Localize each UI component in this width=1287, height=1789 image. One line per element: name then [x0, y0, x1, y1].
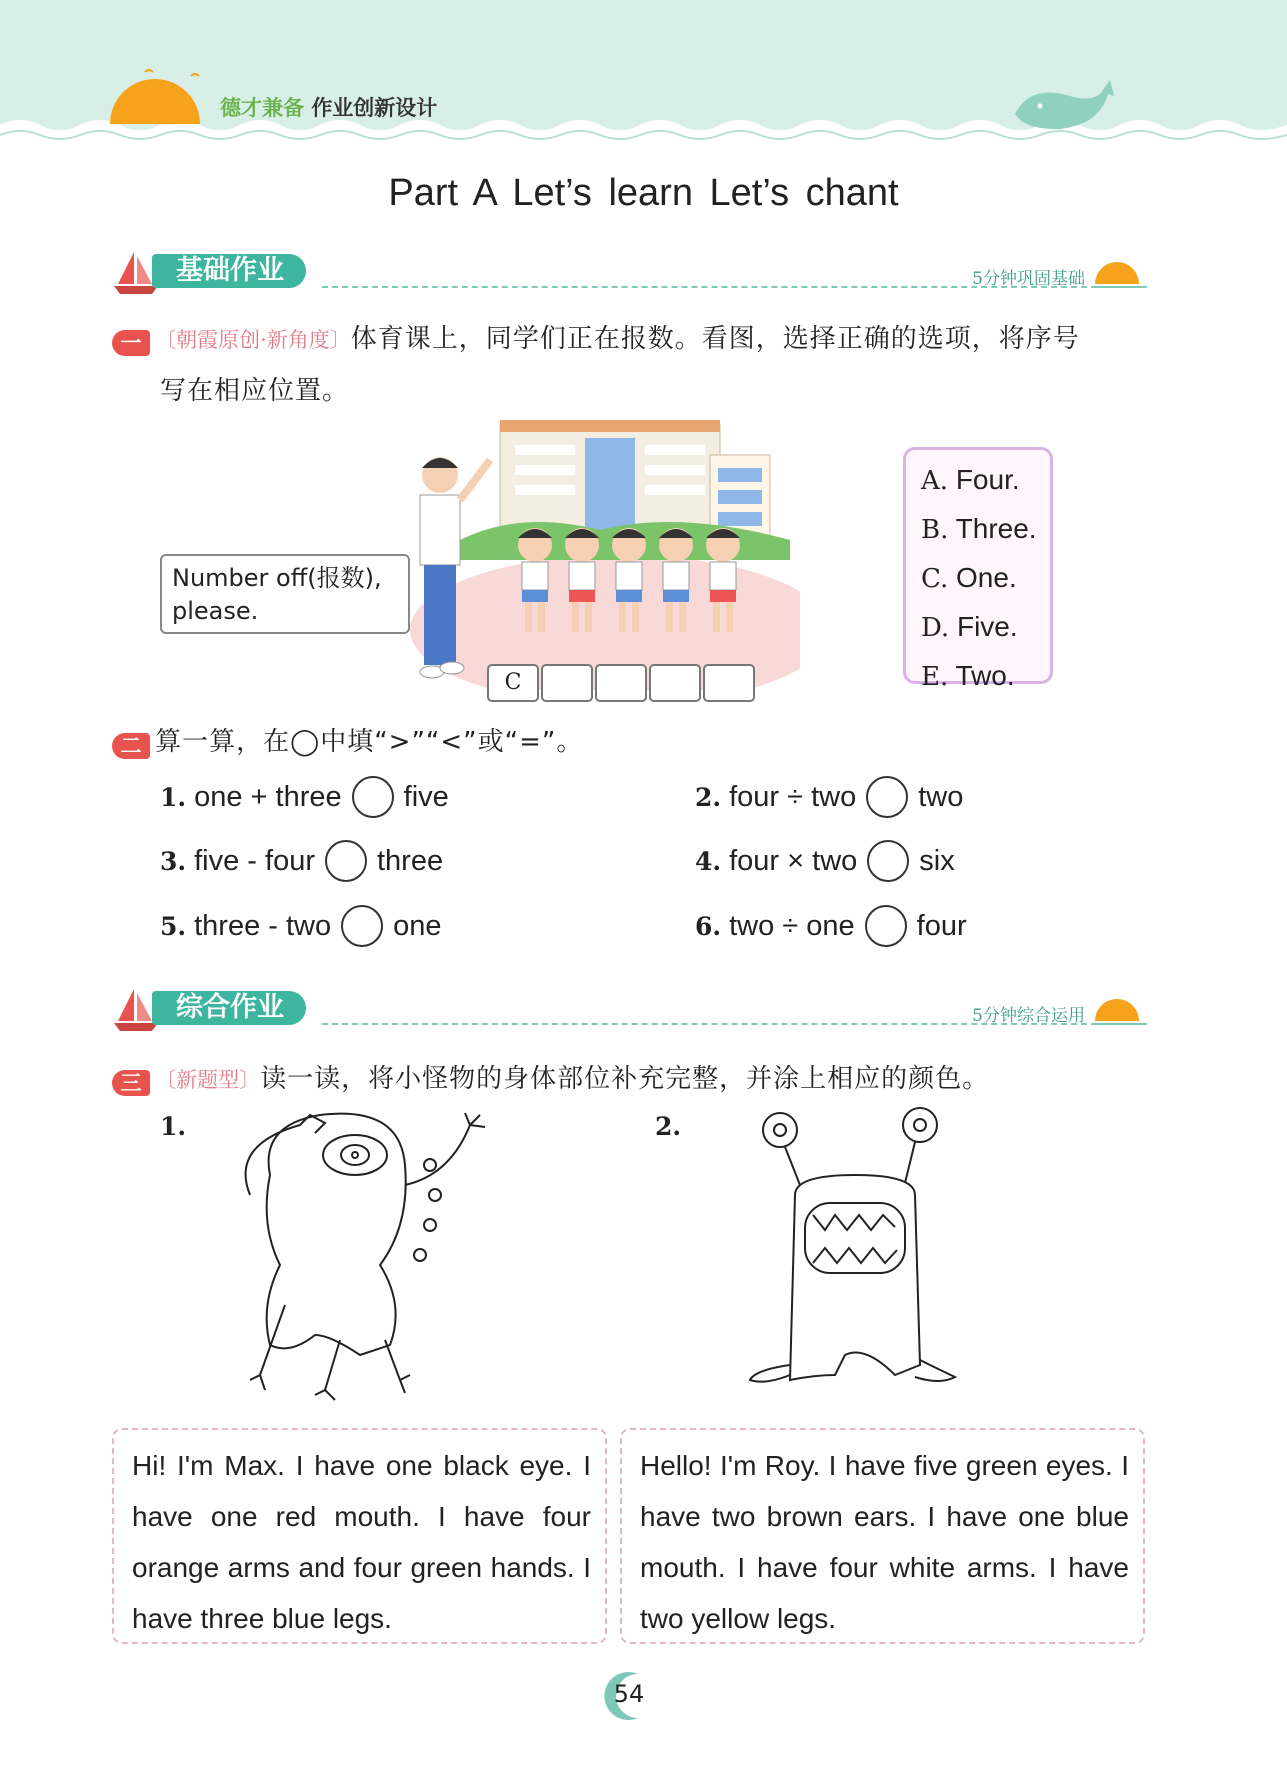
answer-circle[interactable] — [865, 905, 907, 947]
passage-max: Hi! I'm Max. I have one black eye. I have one red mouth. I have four orange arms and four green hands. I have three blue legs. — [112, 1428, 607, 1644]
item-number: 1. — [160, 782, 187, 812]
item-left: five - four — [194, 844, 315, 877]
choice-d — [921, 603, 1050, 652]
answer-box-1[interactable]: C — [487, 664, 539, 702]
question-badge: 一 — [112, 330, 150, 356]
choice-word: Two. — [955, 660, 1015, 691]
passage-roy: Hello! I'm Roy. I have five green eyes. I have two brown ears. I have one blue mouth. I have four white arms. I have two yellow legs. — [620, 1428, 1145, 1644]
brand-dark-text: 作业创新设计 — [311, 96, 438, 120]
choice-b — [921, 505, 1050, 554]
choice-word: One. — [956, 562, 1017, 593]
choices-box — [903, 447, 1053, 692]
choice-letter: D. — [921, 613, 950, 643]
monster-number-1: 1. — [160, 1112, 187, 1141]
speech-line-1: Number off(报数), — [172, 564, 382, 592]
monster-max-drawing — [230, 1105, 500, 1405]
choice-word: Five. — [956, 611, 1018, 642]
choice-letter: B. — [921, 515, 949, 545]
question-badge: 二 — [112, 733, 150, 759]
question-3-prompt — [112, 1058, 1152, 1096]
page-number: 54 — [613, 1680, 645, 1708]
choice-word: Four. — [955, 464, 1020, 495]
question-tag: 〔朝霞原创·新角度〕 — [155, 328, 351, 352]
item-right: three — [376, 844, 444, 877]
question-text-line2: 写在相应位置。 — [160, 376, 350, 406]
item-number: 5. — [160, 911, 187, 941]
item-number: 6. — [695, 911, 722, 941]
sun-logo-icon — [105, 62, 205, 132]
item-right: six — [919, 844, 955, 877]
question-tag: 〔新题型〕 — [155, 1068, 261, 1092]
item-right: five — [403, 780, 449, 813]
item-left: four ÷ two — [729, 780, 857, 813]
monster-number-2: 2. — [655, 1112, 682, 1141]
math-item-1 — [160, 776, 449, 818]
math-item-3 — [160, 840, 443, 882]
answer-circle[interactable] — [867, 840, 909, 882]
item-number: 2. — [695, 782, 722, 812]
answer-circle[interactable] — [352, 776, 394, 818]
math-item-5 — [160, 905, 442, 947]
item-right: four — [916, 909, 967, 942]
item-left: one + three — [194, 780, 342, 813]
question-badge: 三 — [112, 1070, 150, 1096]
question-text: 读一读，将小怪物的身体部位补充完整，并涂上相应的颜色。 — [260, 1064, 990, 1094]
monster-roy-drawing — [735, 1105, 975, 1405]
item-number: 3. — [160, 846, 187, 876]
section-label-basic: 基础作业 — [152, 254, 306, 288]
small-sun-icon — [1091, 254, 1147, 290]
answer-circle[interactable] — [341, 905, 383, 947]
choice-letter: A. — [921, 466, 949, 496]
teacher-speech-bubble — [160, 554, 410, 634]
item-left: two ÷ one — [729, 909, 855, 942]
brand-title — [220, 92, 437, 122]
small-sun-icon — [1091, 991, 1147, 1027]
answer-box-5[interactable] — [703, 664, 755, 702]
answer-circle[interactable] — [325, 840, 367, 882]
item-right: two — [918, 780, 964, 813]
choice-c — [921, 554, 1050, 603]
section-bar-basic — [112, 248, 1147, 300]
section-note-basic: 5分钟巩固基础 — [972, 269, 1085, 289]
choice-letter: C. — [921, 564, 949, 594]
math-item-2 — [695, 776, 963, 818]
brand-green-text: 德才兼备 — [220, 96, 304, 120]
section-bar-comprehensive — [112, 985, 1147, 1037]
choice-e — [921, 652, 1050, 701]
page-title: Part A Let’s learn Let’s chant — [388, 172, 899, 214]
speech-line-2: please. — [172, 597, 259, 625]
math-item-4 — [695, 840, 955, 882]
choice-letter: E. — [921, 662, 949, 692]
item-number: 4. — [695, 846, 722, 876]
answer-box-3[interactable] — [595, 664, 647, 702]
answer-circle[interactable] — [866, 776, 908, 818]
item-left: four × two — [729, 844, 858, 877]
math-item-6 — [695, 905, 967, 947]
answer-box-2[interactable] — [541, 664, 593, 702]
question-text: 算一算，在◯中填“>”“<”或“=”。 — [155, 727, 584, 757]
question-1-prompt — [112, 318, 1152, 356]
item-left: three - two — [194, 909, 332, 942]
section-label-comprehensive: 综合作业 — [152, 991, 306, 1025]
whale-icon — [1010, 74, 1120, 134]
item-right: one — [393, 909, 442, 942]
choice-a — [921, 456, 1050, 505]
question-text: 体育课上，同学们正在报数。看图，选择正确的选项，将序号 — [350, 324, 1080, 354]
section-note-comprehensive: 5分钟综合运用 — [972, 1006, 1085, 1026]
answer-box-4[interactable] — [649, 664, 701, 702]
question-2-prompt — [112, 721, 583, 759]
classroom-illustration — [400, 420, 800, 690]
choice-word: Three. — [955, 513, 1037, 544]
